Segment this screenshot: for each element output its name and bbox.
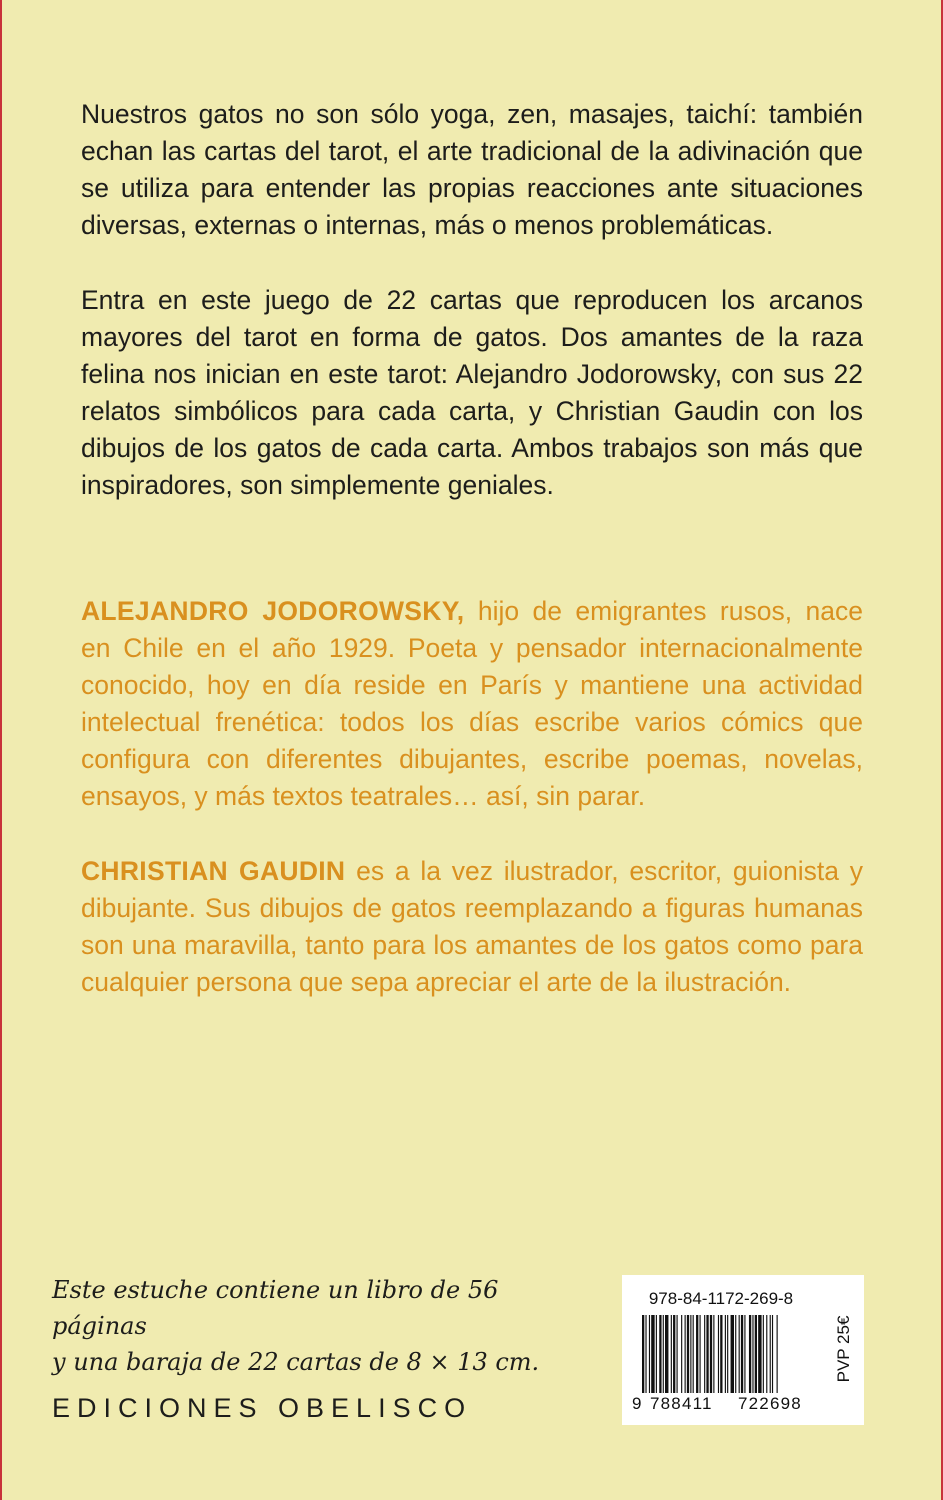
barcode-bar	[727, 1315, 728, 1393]
author-bio-text: hijo de emigrantes rusos, nace en Chile en el año 1929. Poeta y pensador internacionalmente conocido, hoy en día reside en París y mantiene una actividad intelectual frenética: todos los días escribe varios cómics que configura con diferentes dibujantes, escribe poemas, novelas, ensayos, y más textos teatrales… así, sin parar.	[81, 596, 863, 811]
barcode-bar	[651, 1315, 654, 1393]
barcode-bar	[725, 1315, 726, 1393]
barcode-bar	[739, 1315, 740, 1393]
barcode-bar	[772, 1315, 773, 1393]
barcode-bar	[681, 1315, 682, 1393]
barcode-bar	[687, 1315, 689, 1393]
author-name: ALEJANDRO JODOROWSKY,	[81, 596, 465, 626]
barcode-bar	[744, 1315, 745, 1393]
barcode-bar	[777, 1315, 778, 1393]
barcode-bar	[704, 1315, 705, 1393]
barcode-bar	[649, 1315, 650, 1393]
barcode-bar	[693, 1315, 694, 1393]
isbn-number: 978-84-1172-269-8	[648, 1289, 794, 1308]
author-name: CHRISTIAN GAUDIN	[81, 856, 346, 886]
left-edge-line	[0, 0, 2, 1500]
description-paragraph-2: Entra en este juego de 22 cartas que reproducen los arcanos mayores del tarot en forma de gatos. Dos amantes de la raza felina nos inician en este tarot: Alejandro Jodorowsky, con sus 22 relatos simbólicos para cada carta, y Christian Gaudin con los dibujos de los gatos de cada carta. Ambos trabajos son más que inspiradores, son simplemente geniales.	[81, 285, 863, 500]
barcode-bar	[763, 1315, 764, 1393]
barcode-bar	[645, 1315, 646, 1393]
price-label: PVP 25€	[834, 1315, 853, 1383]
barcode-bar	[770, 1315, 771, 1393]
barcode-bar	[710, 1315, 712, 1393]
barcode-bar	[718, 1315, 719, 1393]
barcode-bar	[758, 1315, 761, 1393]
barcode-bar	[755, 1315, 757, 1393]
barcode-bar	[706, 1315, 708, 1393]
barcode-bar	[696, 1315, 698, 1393]
barcode-bar	[663, 1315, 664, 1393]
barcode-bar	[690, 1315, 691, 1393]
barcode-bar	[713, 1315, 714, 1393]
barcode-bar	[673, 1315, 675, 1393]
barcode-bar	[685, 1315, 686, 1393]
barcode-bar	[749, 1315, 751, 1393]
barcode-bar	[677, 1315, 678, 1393]
contents-note	[52, 1272, 572, 1380]
contents-note-line-1: Este estuche contiene un libro de 56 páginas	[52, 1276, 499, 1340]
barcode-bar	[720, 1315, 722, 1393]
author-bio-gaudin	[81, 853, 863, 1001]
author-bio-jodorowsky	[81, 593, 863, 815]
ean-left-group: 788411	[650, 1394, 713, 1413]
publisher-name: EDICIONES OBELISCO	[52, 1393, 473, 1423]
barcode-bar	[731, 1315, 734, 1393]
barcode-bar	[659, 1315, 661, 1393]
author-bio-text: es a la vez ilustrador, escritor, guionista y dibujante. Sus dibujos de gatos reemplazando a figuras humanas son una maravilla, tanto para los amantes de los gatos como para cualquier persona que sepa apreciar el arte de la ilustración.	[81, 856, 863, 997]
ean-first-digit: 9	[632, 1394, 642, 1413]
barcode-bar	[741, 1315, 743, 1393]
barcode-bar	[665, 1315, 668, 1393]
barcode-bar	[700, 1315, 701, 1393]
barcode-bar	[671, 1315, 672, 1393]
barcode-label	[622, 1275, 864, 1425]
barcode-bar	[752, 1315, 753, 1393]
barcode-bar	[642, 1315, 644, 1393]
barcode-bars-icon	[642, 1315, 822, 1393]
barcode-bar	[766, 1315, 767, 1393]
ean-right-group: 722698	[738, 1394, 802, 1413]
contents-note-line-2: y una baraja de 22 cartas de 8 × 13 cm.	[52, 1348, 540, 1376]
barcode-bar	[735, 1315, 736, 1393]
barcode-bar	[656, 1315, 657, 1393]
description-paragraph-1: Nuestros gatos no son sólo yoga, zen, masajes, taichí: también echan las cartas del tarot, el arte tradicional de la adivinación que se utiliza para entender las propias reacciones ante situaciones diversas, externas o internas, más o menos problemáticas.	[81, 99, 863, 240]
